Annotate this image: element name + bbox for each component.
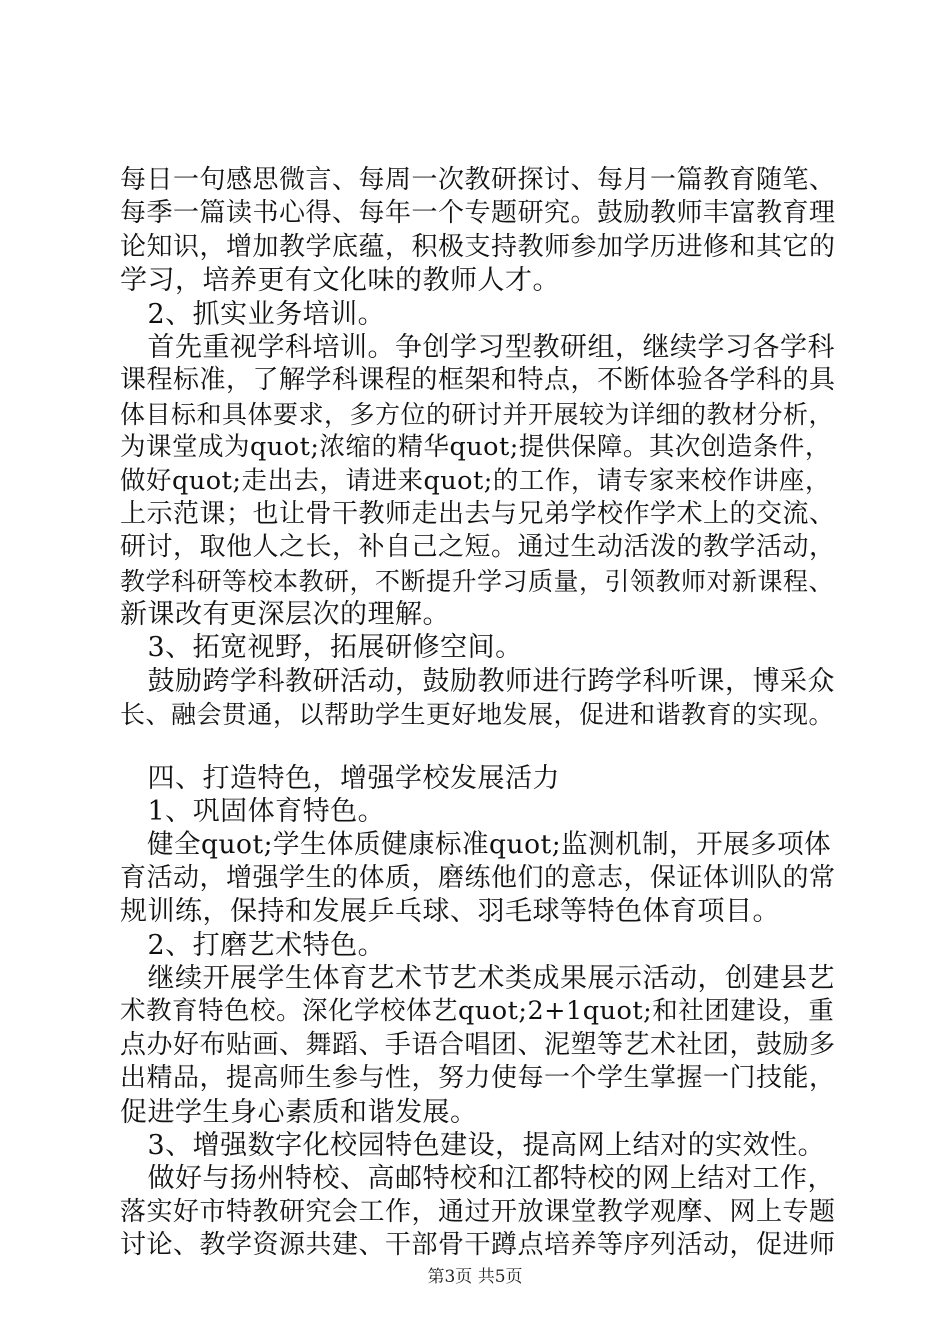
text-line: 2、打磨艺术特色。 (120, 929, 386, 961)
text-line: 育活动，增强学生的体质，磨练他们的意志，保证体训队的常 (120, 862, 836, 893)
text-line: 3、拓宽视野，拓展研修空间。 (120, 632, 523, 664)
text-line: 为课堂成为quot;浓缩的精华quot;提供保障。其次创造条件， (120, 432, 831, 463)
text-line: 3、增强数字化校园特色建设，提高网上结对的实效性。 (120, 1129, 826, 1161)
text-line: 学习，培养更有文化味的教师人才。 (120, 265, 560, 297)
text-line: 四、打造特色，增强学校发展活力 (120, 762, 560, 794)
text-line: 做好与扬州特校、高邮特校和江都特校的网上结对工作， (120, 1163, 835, 1195)
text-line: 体目标和具体要求，多方位的研讨并开展较为详细的教材分析， (120, 399, 835, 429)
text-line: 健全quot;学生体质健康标准quot;监测机制，开展多项体 (120, 829, 832, 861)
text-line: 上示范课；也让骨干教师走出去与兄弟学校作学术上的交流、 (120, 498, 836, 529)
text-line: 每季一篇读书心得、每年一个专题研究。鼓励教师丰富教育理 (120, 198, 836, 229)
text-line: 教学科研等校本教研，不断提升学习质量，引领教师对新课程、 (120, 566, 835, 596)
text-line: 落实好市特教研究会工作，通过开放课堂教学观摩、网上专题 (120, 1196, 836, 1227)
text-line: 首先重视学科培训。争创学习型教研组，继续学习各学科 (120, 331, 835, 363)
text-line: 点办好布贴画、舞蹈、手语合唱团、泥塑等艺术社团，鼓励多 (120, 1029, 836, 1060)
text-line: 鼓励跨学科教研活动，鼓励教师进行跨学科听课，博采众 (120, 665, 835, 697)
text-line: 1、巩固体育特色。 (120, 796, 386, 828)
document-body (120, 164, 840, 1263)
text-line: 做好quot;走出去，请进来quot;的工作，请专家来校作讲座， (120, 465, 831, 496)
text-line: 规训练，保持和发展乒乓球、羽毛球等特色体育项目。 (120, 896, 780, 928)
page-footer: 第3页 共5页 (427, 1267, 523, 1287)
text-line: 继续开展学生体育艺术节艺术类成果展示活动，创建县艺 (120, 962, 835, 994)
text-line: 论知识，增加教学底蕴，积极支持教师参加学历进修和其它的 (120, 231, 836, 262)
text-line: 讨论、教学资源共建、干部骨干蹲点培养等序列活动，促进师 (120, 1230, 836, 1261)
text-line: 出精品，提高师生参与性，努力使每一个学生掌握一门技能， (120, 1063, 836, 1094)
text-line: 术教育特色校。深化学校体艺quot;2+1quot;和社团建设，重 (120, 996, 835, 1027)
text-line: 课程标准，了解学科课程的框架和特点，不断体验各学科的具 (120, 365, 836, 396)
text-line: 2、抓实业务培训。 (120, 298, 386, 330)
text-line: 新课改有更深层次的理解。 (120, 599, 450, 631)
text-line: 每日一句感思微言、每周一次教研探讨、每月一篇教育随笔、 (120, 165, 836, 195)
paragraph-gap (120, 732, 840, 762)
text-line: 长、融会贯通，以帮助学生更好地发展，促进和谐教育的实现。 (120, 700, 835, 730)
text-line: 促进学生身心素质和谐发展。 (120, 1096, 478, 1128)
text-line: 研讨，取他人之长，补自己之短。通过生动活泼的教学活动， (120, 532, 836, 563)
